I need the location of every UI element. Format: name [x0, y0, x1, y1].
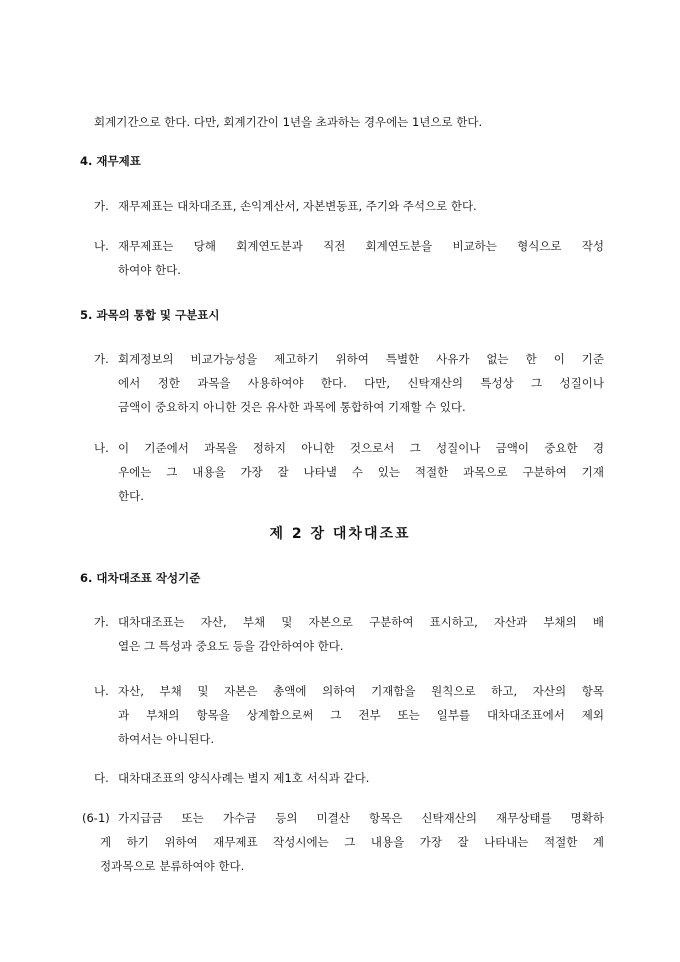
section-4-item-ga-line-1: 재무제표는 대차대조표, 손익계산서, 자본변동표, 주기와 주석으로 한다. — [118, 199, 477, 213]
section-4-item-na-marker: 나. — [94, 239, 109, 253]
section-5-item-ga-line-1: 회계정보의 비교가능성을 제고하기 위하여 특별한 사유가 없는 한 이 기준 — [118, 352, 604, 366]
section-5-item-ga-line-2: 에서 정한 과목을 사용하여야 한다. 다만, 신탁재산의 특성상 그 성질이나 — [118, 376, 604, 390]
section-5-item-na-line-2: 우에는 그 내용을 가장 잘 나타낼 수 있는 적절한 과목으로 구분하여 기재 — [118, 465, 604, 479]
section-6-item-na-marker: 나. — [94, 684, 109, 698]
section-6-heading: 6. 대차대조표 작성기준 — [80, 571, 201, 585]
section-5-item-ga-marker: 가. — [94, 352, 109, 366]
section-6-item-da-marker: 다. — [94, 771, 109, 785]
section-4-heading: 4. 재무제표 — [80, 154, 141, 168]
chapter-title: 제 2 장 대차대조표 — [269, 526, 411, 542]
note-6-1-marker: (6-1) — [82, 811, 110, 825]
note-6-1-line-3: 정과목으로 분류하여야 한다. — [100, 859, 245, 873]
section-6-item-na-line-2: 과 부채의 항목을 상계함으로써 그 전부 또는 일부를 대차대조표에서 제외 — [118, 708, 604, 722]
section-5-item-na-marker: 나. — [94, 441, 109, 455]
section-5-item-na-line-1: 이 기준에서 과목을 정하지 아니한 것으로서 그 성질이나 금액이 중요한 경 — [118, 441, 604, 455]
section-6-item-ga-marker: 가. — [94, 615, 109, 629]
section-5-heading: 5. 과목의 통합 및 구분표시 — [80, 308, 220, 322]
section-6-item-da-line-1: 대차대조표의 양식사례는 별지 제1호 서식과 같다. — [118, 771, 370, 785]
note-6-1-line-2: 게 하기 위하여 재무제표 작성시에는 그 내용을 가장 잘 나타내는 적절한 계 — [100, 835, 604, 849]
section-6-item-ga-line-1: 대차대조표는 자산, 부채 및 자본으로 구분하여 표시하고, 자산과 부채의 배 — [118, 615, 604, 629]
section-6-item-ga-line-2: 열은 그 특성과 중요도 등을 감안하여야 한다. — [118, 639, 344, 653]
note-6-1-line-1: 가지급금 또는 가수금 등의 미결산 항목은 신탁재산의 재무상태를 명확하 — [118, 811, 604, 825]
section-5-item-na-line-3: 한다. — [118, 489, 144, 503]
section-4-item-na-line-2: 하여야 한다. — [118, 263, 181, 277]
intro-line: 회계기간으로 한다. 다만, 회계기간이 1년을 초과하는 경우에는 1년으로 한다. — [94, 115, 483, 129]
section-4-item-na-line-1: 재무제표는 당해 회계연도분과 직전 회계연도분을 비교하는 형식으로 작성 — [118, 239, 604, 253]
section-6-item-na-line-3: 하여서는 아니된다. — [118, 732, 215, 746]
section-6-item-na-line-1: 자산, 부채 및 자본은 총액에 의하여 기재함을 원칙으로 하고, 자산의 항목 — [118, 684, 604, 698]
section-4-item-ga-marker: 가. — [94, 199, 109, 213]
section-5-item-ga-line-3: 금액이 중요하지 아니한 것은 유사한 과목에 통합하여 기재할 수 있다. — [118, 400, 466, 414]
